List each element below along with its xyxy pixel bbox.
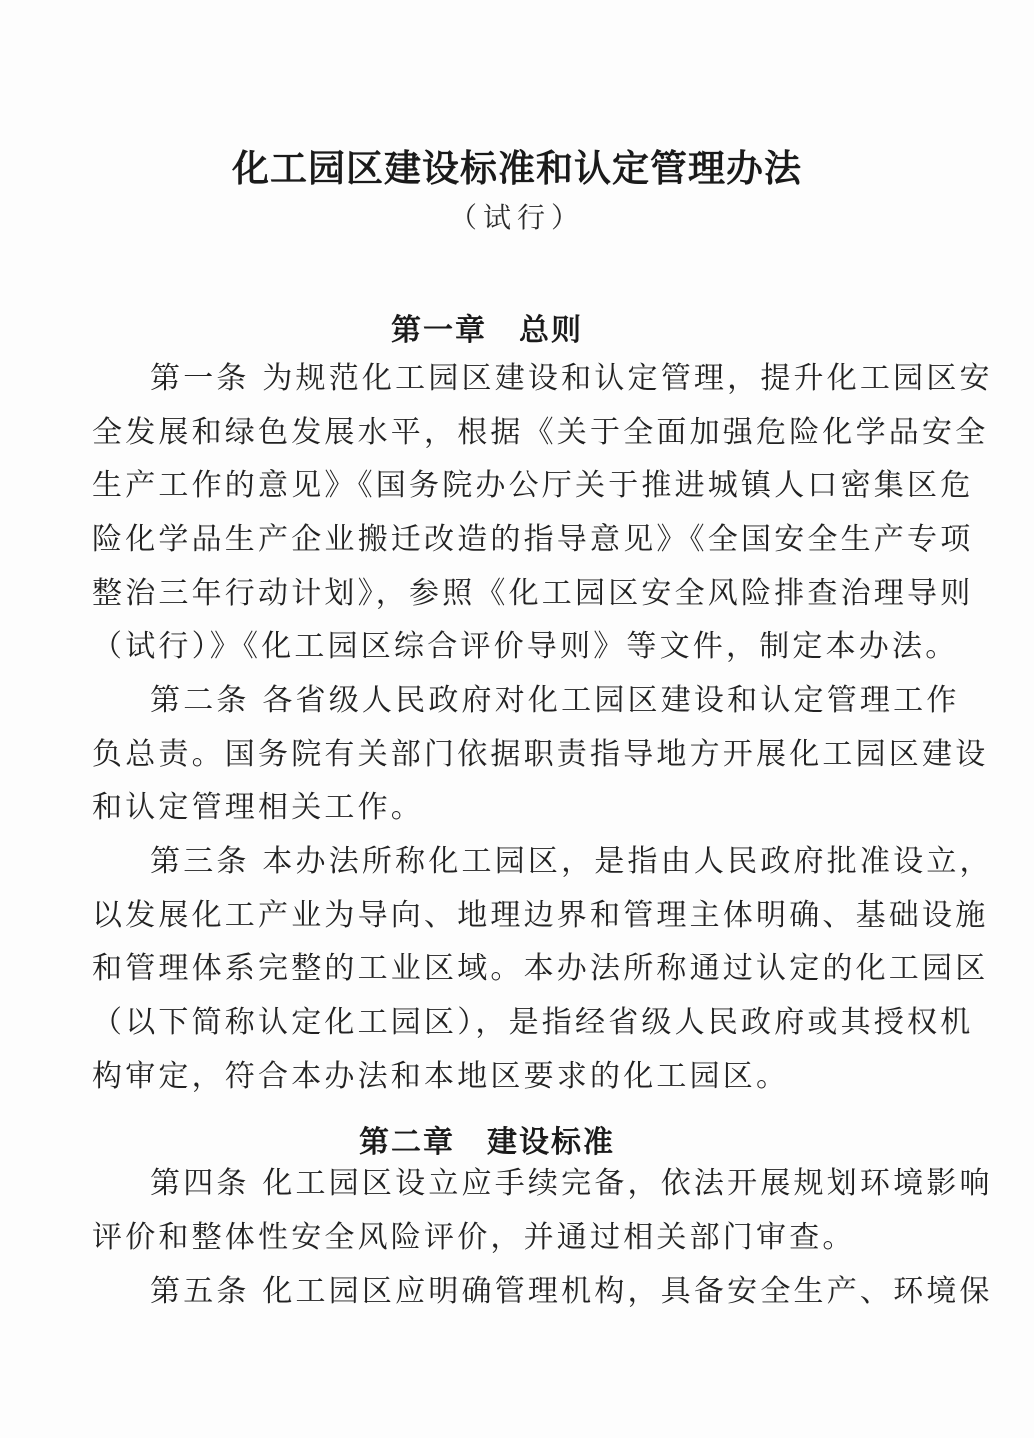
paragraph-line: 第二条 各省级人民政府对化工园区建设和认定管理工作 [150,683,960,718]
paragraph-line: 生产工作的意见》《国务院办公厅关于推进城镇人口密集区危 [92,468,974,503]
paragraph-line: 第三条 本办法所称化工园区，是指由人民政府批准设立， [150,844,993,879]
paragraph-line: 构审定，符合本办法和本地区要求的化工园区。 [92,1059,790,1094]
paragraph-line: 第四条 化工园区设立应手续完备，依法开展规划环境影响 [150,1166,993,1201]
document-subtitle: （试行） [448,201,585,234]
paragraph-line: 第五条 化工园区应明确管理机构，具备安全生产、环境保 [150,1274,993,1309]
paragraph-line: 第一条 为规范化工园区建设和认定管理，提升化工园区安 [150,361,993,396]
paragraph-line: （以下简称认定化工园区），是指经省级人民政府或其授权机 [92,1005,974,1040]
chapter-heading-1: 第一章 总则 [391,313,583,348]
paragraph-line: 和管理体系完整的工业区域。本办法所称通过认定的化工园区 [92,951,989,986]
paragraph-line: 负总责。国务院有关部门依据职责指导地方开展化工园区建设 [92,737,989,772]
paragraph-line: 以发展化工产业为导向、地理边界和管理主体明确、基础设施 [92,898,989,933]
paragraph-line: 评价和整体性安全风险评价，并通过相关部门审查。 [92,1220,856,1255]
chapter-heading-2: 第二章 建设标准 [359,1125,615,1160]
document-title: 化工园区建设标准和认定管理办法 [232,147,802,190]
paragraph-line: （试行）》《化工园区综合评价导则》等文件，制定本办法。 [92,629,959,664]
paragraph-line: 整治三年行动计划》，参照《化工园区安全风险排查治理导则 [92,576,974,611]
paragraph-line: 险化学品生产企业搬迁改造的指导意见》《全国安全生产专项 [92,522,974,557]
paragraph-line: 和认定管理相关工作。 [92,790,424,825]
paragraph-line: 全发展和绿色发展水平，根据《关于全面加强危险化学品安全 [92,415,989,450]
